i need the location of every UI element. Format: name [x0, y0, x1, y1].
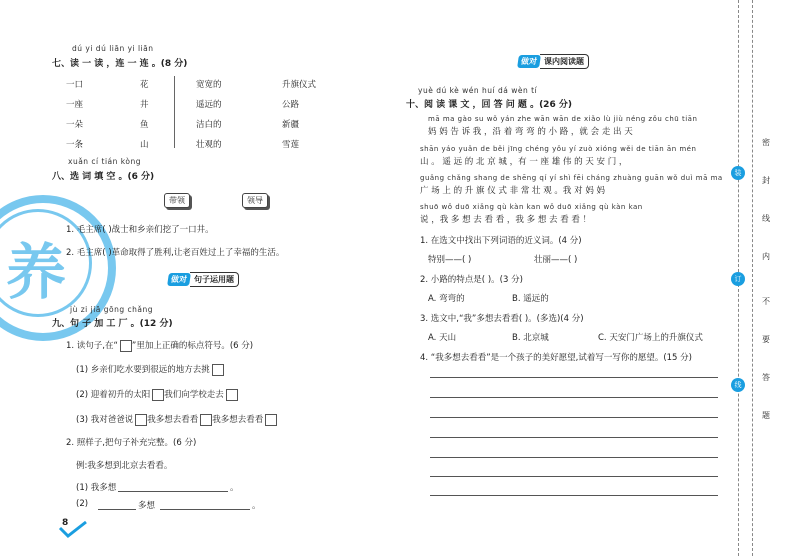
q9-item-3 — [76, 413, 277, 426]
q7-heading: 七、读 一 读 ，连 一 连 。(8 分) — [52, 59, 188, 69]
q9-instruction-1b: ”里加上正确的标点符号。(6 分) — [131, 341, 254, 351]
page-number — [58, 520, 88, 542]
q9-blank-2-end: 。 — [252, 501, 261, 511]
sidebar-char: 不 — [762, 297, 770, 306]
q9-item-2-text-a: (2) 迎着初升的太阳 — [76, 390, 151, 400]
sidebar-char: 密 — [762, 138, 770, 147]
q10-sub3-option-b: B. 北京城 — [512, 333, 549, 343]
punct-box[interactable] — [152, 389, 164, 401]
word-option-1: 带领 — [164, 193, 190, 208]
q9-blank-1-end: 。 — [230, 483, 239, 493]
q10-sub3-option-a: A. 天山 — [428, 333, 457, 343]
word-option-2: 领导 — [242, 193, 268, 208]
binding-marker-3-text: 线 — [734, 381, 742, 389]
q9-instruction-2: 2. 照样子,把句子补充完整。(6 分) — [66, 438, 197, 448]
q7-col3-1: 遥远的 — [196, 100, 222, 110]
q9-instruction-1a: 1. 读句子,在“ — [66, 341, 118, 351]
q10-sub4: 4. “我多想去看看”是一个孩子的美好愿望,试着写一写你的愿望。(15 分) — [420, 353, 692, 363]
q7-pinyin: dú yi dú liān yi liān — [72, 44, 154, 53]
answer-line[interactable] — [430, 476, 718, 477]
q7-col3-0: 宽宽的 — [196, 80, 222, 90]
q7-col1-2: 一朵 — [66, 120, 84, 130]
passage-line-4: 说 ，我 多 想 去 看 看 ，我 多 想 去 看 看 ！ — [420, 215, 592, 225]
passage-pinyin-1: mā ma gào su wǒ yán zhe wān wān de xiǎo lù jiù néng zǒu chū tiān — [428, 115, 698, 123]
q9-blank-2-line-a[interactable] — [98, 509, 136, 510]
answer-line[interactable] — [430, 397, 718, 398]
binding-marker-1 — [731, 166, 745, 180]
q7-col1-1: 一座 — [66, 100, 84, 110]
page-number-text: 8 — [62, 518, 69, 528]
q9-item-2-text-b: 我们向学校走去 — [164, 390, 224, 400]
sidebar-char: 答 — [762, 373, 770, 382]
passage-pinyin-4: shuō wǒ duō xiǎng qù kàn kan wǒ duō xiǎng qù kàn kan — [420, 203, 643, 211]
q10-sub2: 2. 小路的特点是( )。(3 分) — [420, 275, 523, 285]
q7-col2-0: 花 — [140, 80, 149, 90]
banner-title: 句子运用题 — [190, 272, 239, 287]
passage-pinyin-3: guǎng chǎng shang de shēng qí yí shì fēi cháng zhuàng guān wǒ duì mā ma — [420, 174, 723, 182]
answer-line[interactable] — [430, 457, 718, 458]
q10-sub3: 3. 选文中,“我”多想去看看( )。(多选)(4 分) — [420, 314, 584, 324]
q9-item-3-text-a: (3) 我对爸爸说 — [76, 415, 134, 425]
passage-line-3: 广 场 上 的 升 旗 仪 式 非 常 壮 观 。我 对 妈 妈 — [420, 186, 606, 196]
q9-item-3-text-b: 我多想去看看 — [147, 415, 199, 425]
q9-blank-2-mid: 多想 — [138, 501, 156, 511]
q10-sub1-a: 特别——( ) — [428, 255, 472, 265]
q7-col1-3: 一条 — [66, 140, 84, 150]
answer-line[interactable] — [430, 417, 718, 418]
q7-col2-3: 山 — [140, 140, 149, 150]
punct-box[interactable] — [200, 414, 212, 426]
section-banner-sentence — [168, 272, 239, 287]
q9-blank-1-line[interactable] — [118, 491, 228, 492]
q9-item-1 — [76, 363, 224, 376]
q8-sentence-1: 1. 毛主席( )战士和乡亲们挖了一口井。 — [66, 225, 214, 235]
binding-marker-1-text: 装 — [734, 169, 742, 177]
watermark-char: 养 — [6, 238, 66, 308]
q7-col3-2: 洁白的 — [196, 120, 222, 130]
q10-sub3-option-c: C. 天安门广场上的升旗仪式 — [598, 333, 703, 343]
q10-sub2-option-a: A. 弯弯的 — [428, 294, 465, 304]
section-banner-reading — [518, 54, 589, 69]
sidebar-char: 要 — [762, 335, 770, 344]
q7-col4-2: 新疆 — [282, 120, 300, 130]
answer-line[interactable] — [430, 495, 718, 496]
punct-box[interactable] — [226, 389, 238, 401]
banner-lead: 做对 — [167, 273, 191, 286]
answer-line[interactable] — [430, 377, 718, 378]
banner-title: 课内阅读题 — [540, 54, 589, 69]
q10-sub1: 1. 在选文中找出下列词语的近义词。(4 分) — [420, 236, 582, 246]
q7-col4-3: 雪莲 — [282, 140, 300, 150]
q8-heading: 八、选 词 填 空 。(6 分) — [52, 172, 155, 182]
q7-col4-0: 升旗仪式 — [282, 80, 317, 90]
sidebar-char: 内 — [762, 252, 770, 261]
q10-sub1-b: 壮丽——( ) — [534, 255, 578, 265]
passage-pinyin-2: shān yáo yuǎn de běi jīng chéng yǒu yí zuò xióng wěi de tiān ān mén — [420, 145, 697, 153]
q7-col3-3: 壮观的 — [196, 140, 222, 150]
q7-col1-0: 一口 — [66, 80, 84, 90]
sidebar-char: 封 — [762, 176, 770, 185]
q7-col4-1: 公路 — [282, 100, 300, 110]
q9-item-3-text-c: 我多想去看看 — [212, 415, 264, 425]
answer-line[interactable] — [430, 437, 718, 438]
punct-box[interactable] — [135, 414, 147, 426]
q9-blank-1-label: (1) 我多想 — [76, 483, 117, 493]
q9-heading: 九、句 子 加 工 厂 。(12 分) — [52, 319, 173, 329]
binding-dashed-line-2 — [752, 0, 753, 556]
q10-heading: 十、阅 读 课 文 ，回 答 问 题 。(26 分) — [406, 100, 572, 110]
binding-marker-3 — [731, 378, 745, 392]
punct-box[interactable] — [265, 414, 277, 426]
q9-item-1-text: (1) 乡亲们吃水要到很远的地方去挑 — [76, 365, 210, 375]
q7-col2-1: 井 — [140, 100, 149, 110]
q7-col2-2: 鱼 — [140, 120, 149, 130]
q9-blank-2-line-b[interactable] — [160, 509, 250, 510]
q8-sentence-2: 2. 毛主席( )革命取得了胜利,让老百姓过上了幸福的生活。 — [66, 248, 285, 258]
q10-sub2-option-b: B. 遥远的 — [512, 294, 549, 304]
q9-example: 例:我多想到北京去看看。 — [76, 461, 173, 471]
q9-item-2 — [76, 388, 238, 401]
banner-lead: 做对 — [517, 55, 541, 68]
q7-divider — [174, 76, 175, 148]
sidebar-char: 线 — [762, 214, 770, 223]
q9-blank-2-label: (2) — [76, 499, 89, 509]
passage-line-1: 妈 妈 告 诉 我 ，沿 着 弯 弯 的 小 路 ，就 会 走 出 天 — [428, 127, 633, 137]
punct-box — [120, 340, 132, 352]
passage-line-2: 山 。 遥 远 的 北 京 城 ，有 一 座 雄 伟 的 天 安 门 ， — [420, 157, 628, 167]
punct-box[interactable] — [212, 364, 224, 376]
q9-instruction-1 — [66, 339, 253, 352]
sidebar-char: 题 — [762, 411, 770, 420]
q8-pinyin: xuǎn cí tián kòng — [68, 157, 141, 166]
q9-pinyin: jù zi jiā gōng chǎng — [70, 305, 154, 314]
binding-marker-2 — [731, 272, 745, 286]
binding-marker-2-text: 订 — [734, 275, 742, 283]
q10-pinyin: yuè dú kè wén huí dá wèn tí — [418, 86, 538, 95]
